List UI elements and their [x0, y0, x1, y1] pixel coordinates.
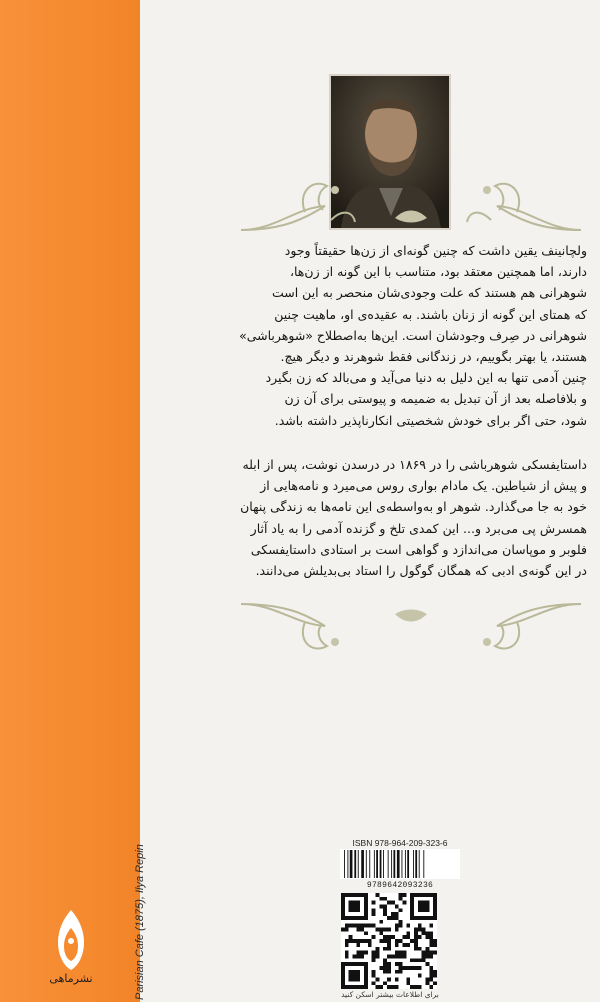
synopsis-line: خود به جا می‌گذارد. شوهر او به‌واسطه‌ی این نامه‌ها به زندگی پنهان	[240, 499, 587, 515]
synopsis-line: همسرش پی می‌برد و... این کمدی تلخ و گزنده آدمی را به یاد آثار	[250, 520, 587, 536]
synopsis-line: چنین آدمی تنها به این دلیل به دنیا می‌آید و می‌بالد که زن بگیرد	[265, 370, 587, 386]
book-spine	[0, 0, 146, 1002]
bottom-floral-ornament-icon	[235, 596, 587, 662]
qr-code-icon	[341, 893, 437, 989]
qr-caption: برای اطلاعات بیشتر اسکن کنید	[341, 990, 439, 999]
synopsis-paragraph-2	[232, 454, 587, 581]
synopsis-line: شوهرانی هم هستند که علت وجودی‌شان منحصر به این است	[271, 285, 587, 301]
synopsis-line: شوهرانی در صِرف وجودشان است. این‌ها به‌اصطلاح «شوهرباشی»	[239, 327, 587, 343]
synopsis-line: شود، حتی اگر برای خودش شخصیتی انکارناپذیر داشته باشد.	[274, 412, 587, 428]
synopsis-line: ولچانینف یقین داشت که چنین گونه‌ای از زن‌ها حقیقتاً وجود	[284, 243, 587, 258]
publisher-fish-logo-icon	[54, 908, 88, 972]
publisher-logo-text: نشرماهی	[49, 972, 93, 985]
barcode-digits: 9789642093236	[366, 881, 434, 890]
synopsis-line: و بلافاصله بعد از آن تبدیل به ضمیمه و پیوستی برای آن زن	[284, 391, 587, 407]
barcode-icon	[340, 849, 460, 879]
synopsis-line: که همتای این گونه از زنان باشند. به عقیده‌ی او، ماهیت چنین	[274, 306, 587, 322]
top-floral-ornament-icon	[235, 168, 587, 238]
synopsis-line: هستند، یا بهتر بگوییم، در زندگانی فقط شوهرند و دیگر هیچ.	[280, 349, 587, 365]
synopsis-line: دارند، اما همچنین معتقد بود، متناسب با این گونه از زن‌ها،	[289, 264, 587, 280]
cover-image-credit: Parisian Cafe (1875), Ilya Repin	[134, 844, 146, 1000]
synopsis-line: و پیش از شیاطین. یک مادام بواری روس می‌میرد و نامه‌هایی از	[260, 478, 587, 494]
synopsis-line: در این گونه‌ی ادبی که همگان گوگول را استاد بی‌بدیلش می‌دانند.	[255, 563, 587, 579]
synopsis-paragraph-1	[232, 240, 587, 431]
synopsis-line: داستایفسکی شوهرباشی را در ۱۸۶۹ در درسدن نوشت، پس از ابله	[242, 457, 587, 472]
isbn-label: ISBN 978-964-209-323-6	[352, 838, 448, 848]
synopsis-line: فلوبر و موپاسان می‌اندازد و گواهی است بر استادی داستایفسکی	[250, 541, 587, 557]
